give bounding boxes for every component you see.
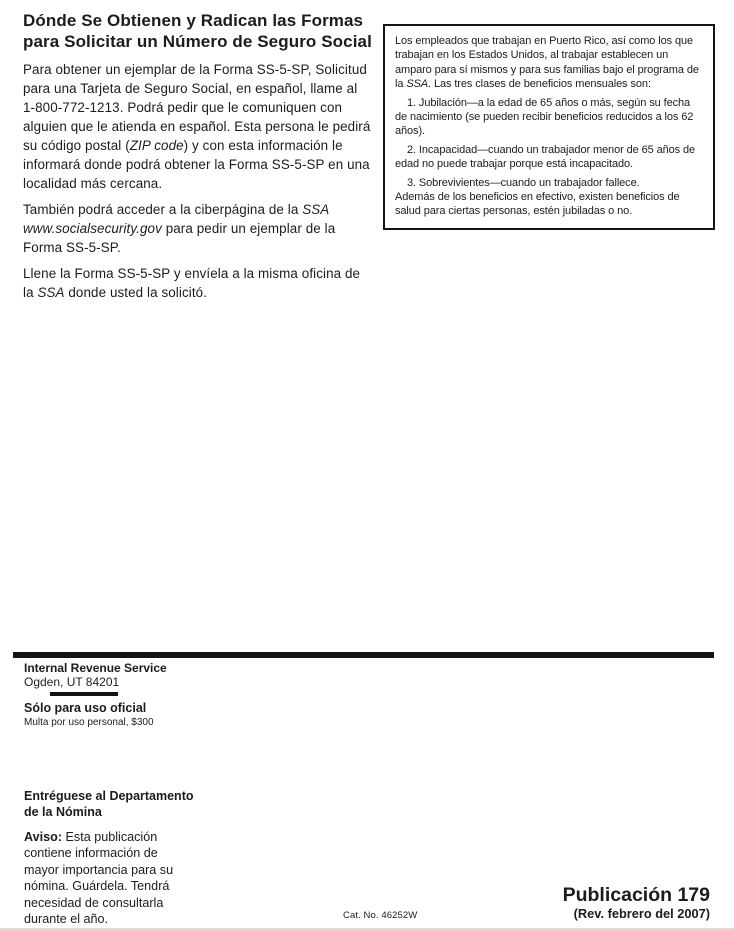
benefit-item-survivors: 3. Sobrevivientes—cuando un trabajador fallece. — [407, 176, 640, 189]
article-column — [23, 10, 373, 309]
paragraph-text: donde usted la solicitó. — [64, 285, 208, 300]
benefits-intro-text: . Las tres clases de beneficios mensuales son: — [428, 78, 651, 91]
payroll-notice — [24, 788, 194, 930]
deliver-to-heading — [24, 788, 194, 820]
penalty-label: Multa por uso personal, $300 — [24, 717, 154, 728]
page-title-line1: Dónde Se Obtienen y Radican las Formas — [23, 11, 364, 30]
page-title — [23, 10, 373, 52]
ssa-italic: SSA — [406, 78, 429, 91]
aviso-text: Esta publicación contiene información de mayor importancia para su nómina. Guárdela. Tendrá necesidad de consultarla durante el año. — [24, 830, 174, 927]
deliver-line1: Entréguese al Departamento — [24, 789, 194, 803]
mailing-address-block — [24, 662, 167, 689]
paragraph-obtain-form — [23, 60, 373, 193]
aviso-paragraph — [24, 829, 186, 927]
aviso-label: Aviso: — [24, 830, 63, 844]
paragraph-text: para pedir un ejemplar de la Forma SS-5-SP. — [23, 221, 336, 255]
publication-block — [563, 884, 710, 921]
benefits-intro — [395, 34, 704, 92]
catalog-number: Cat. No. 46252W — [343, 910, 418, 921]
paragraph-text: Llene la Forma SS-5-SP y envíela a la misma oficina de la — [23, 266, 361, 300]
benefit-item-disability: 2. Incapacidad—cuando un trabajador menor de 65 años de edad no puede trabajar porque está incapacitado. — [395, 143, 696, 171]
ssa-website-italic: SSA www.socialsecurity.gov — [23, 202, 329, 236]
section-divider-bar — [13, 652, 714, 658]
benefits-info-box — [383, 24, 715, 230]
paragraph-submit-form — [23, 264, 373, 302]
publication-number: Publicación 179 — [562, 884, 710, 906]
benefits-intro-text: Los empleados que trabajan en Puerto Rico, así como los que trabajan en los Estados Unidos, al trabajar establecen un amparo para sí mismos y para sus familias bajo el programa de la — [395, 35, 699, 91]
paragraph-text: Para obtener un ejemplar de la Forma SS-5-SP, Solicitud para una Tarjeta de Seguro Social, en español, llame al 1-800-772-1213. Podrá pedir que le comuniquen con alguien que le atienda en español. Esta persona le pedirá su código postal ( — [23, 62, 371, 153]
paragraph-text: También podrá acceder a la ciberpágina de la — [23, 202, 303, 217]
page-title-line2: para Solicitar un Número de Seguro Social — [23, 32, 372, 51]
publication-revision: (Rev. febrero del 2007) — [573, 906, 710, 921]
zip-code-italic: ZIP code — [129, 138, 184, 153]
paragraph-text: ) y con esta información le informará donde podrá obtener la Forma SS-5-SP en una localidad más cercana. — [23, 138, 370, 191]
paragraph-website — [23, 200, 373, 257]
short-rule — [50, 692, 118, 696]
irs-address: Ogden, UT 84201 — [24, 674, 120, 689]
benefits-outro: Además de los beneficios en efectivo, existen beneficios de salud para ciertas personas, estén jubiladas o no. — [395, 191, 680, 218]
ssa-italic: SSA — [37, 285, 65, 300]
official-use-label: Sólo para uso oficial — [24, 701, 147, 715]
irs-name: Internal Revenue Service — [24, 661, 167, 675]
benefit-item-retirement: 1. Jubilación—a la edad de 65 años o más, según su fecha de nacimiento (se pueden recibir beneficios reducidos a los 62 años). — [395, 96, 694, 138]
deliver-line2: de la Nómina — [24, 805, 102, 819]
